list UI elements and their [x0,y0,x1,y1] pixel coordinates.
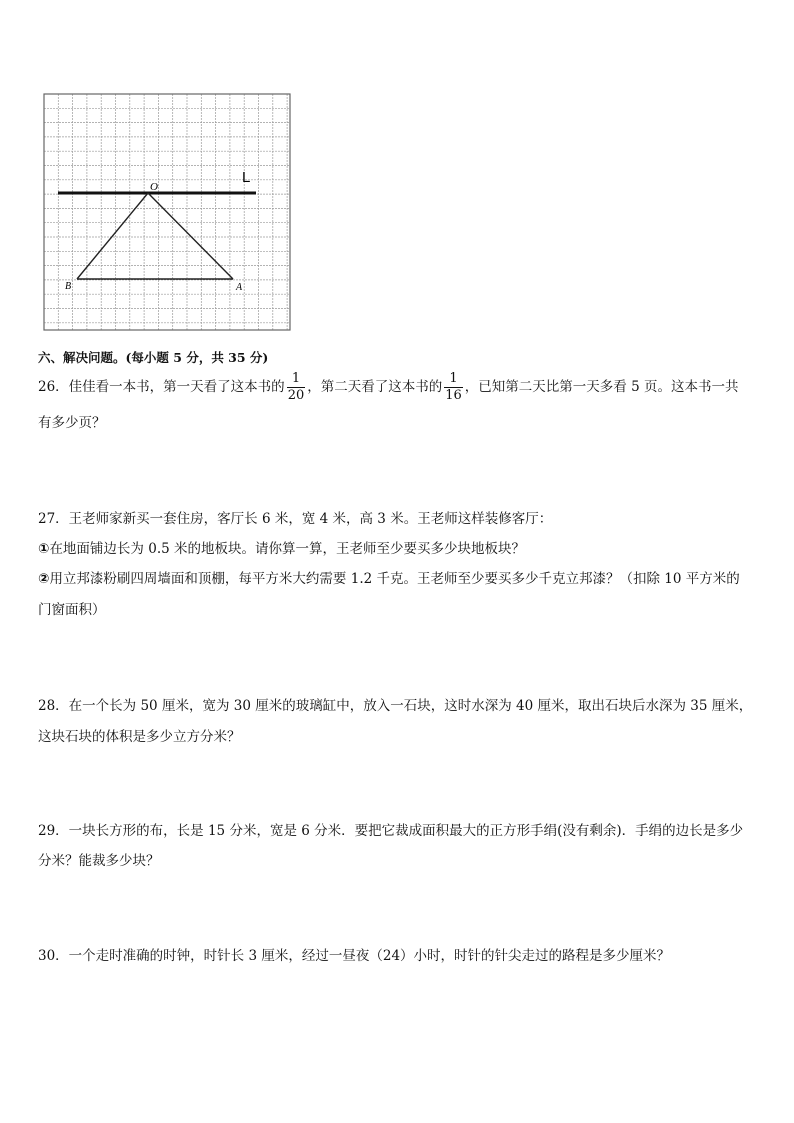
fraction-numerator: 1 [291,371,301,386]
label-l: L [242,169,251,186]
fraction-numerator: 1 [449,371,458,386]
grid-diagram [40,92,292,332]
grid-figure [40,92,292,332]
q27-sub1-text: 在地面铺边长为 0.5 米的地板块。请你算一算，王老师至少要买多少块地板块？ [49,541,525,557]
question-30-line1: 30．一个走时准确的时钟，时针长 3 厘米，经过一昼夜（24）小时，时针的针尖走过的路程是多少厘米？ [38,948,671,964]
question-28-line2: 这块石块的体积是多少立方分米？ [38,729,241,745]
segment-ob [77,193,148,279]
circled-number-1: ① [38,541,50,557]
question-29-line2: 分米？能裁多少块？ [38,853,160,869]
question-27-sub2-line2: 门窗面积） [38,602,106,618]
circled-number-2: ② [38,571,50,587]
fraction-denominator: 16 [445,388,462,403]
q26-text-part2: ，第二天看了这本书的 [307,379,443,395]
question-26-line2: 有多少页？ [38,415,106,431]
question-27-sub1 [38,540,525,558]
fraction-1-16 [444,371,463,404]
fraction-1-20 [287,371,306,404]
question-28-line1: 28．在一个长为 50 厘米，宽为 30 厘米的玻璃缸中，放入一石块，这时水深为 40 厘米，取出石块后水深为 35 厘米， [38,698,753,714]
question-27-sub2 [38,570,740,588]
segment-oa [148,193,233,279]
label-a: A [236,282,243,293]
q27-sub2-text: 用立邦漆粉刷四周墙面和顶棚，每平方米大约需要 1.2 千克。王老师至少要买多少千克立邦漆？（扣除 10 平方米的 [49,571,740,587]
fraction-denominator: 20 [287,388,305,403]
section-heading: 六、解决问题。(每小题 5 分，共 35 分) [38,350,269,365]
q26-text-part1: 26．佳佳看一本书，第一天看了这本书的 [38,379,285,395]
question-29-line1: 29．一块长方形的布，长是 15 分米，宽是 6 分米．要把它裁成面积最大的正方形手绢(没有剩余)．手绢的边长是多少 [38,823,744,839]
q26-text-part3: ，已知第二天比第一天多看 5 页。这本书一共 [464,379,739,395]
question-27-line1: 27．王老师家新买一套住房，客厅长 6 米，宽 4 米，高 3 米。王老师这样装修客厅： [38,511,553,527]
label-b: B [65,281,72,292]
question-26-line1 [38,371,738,404]
label-o: O [150,181,158,193]
